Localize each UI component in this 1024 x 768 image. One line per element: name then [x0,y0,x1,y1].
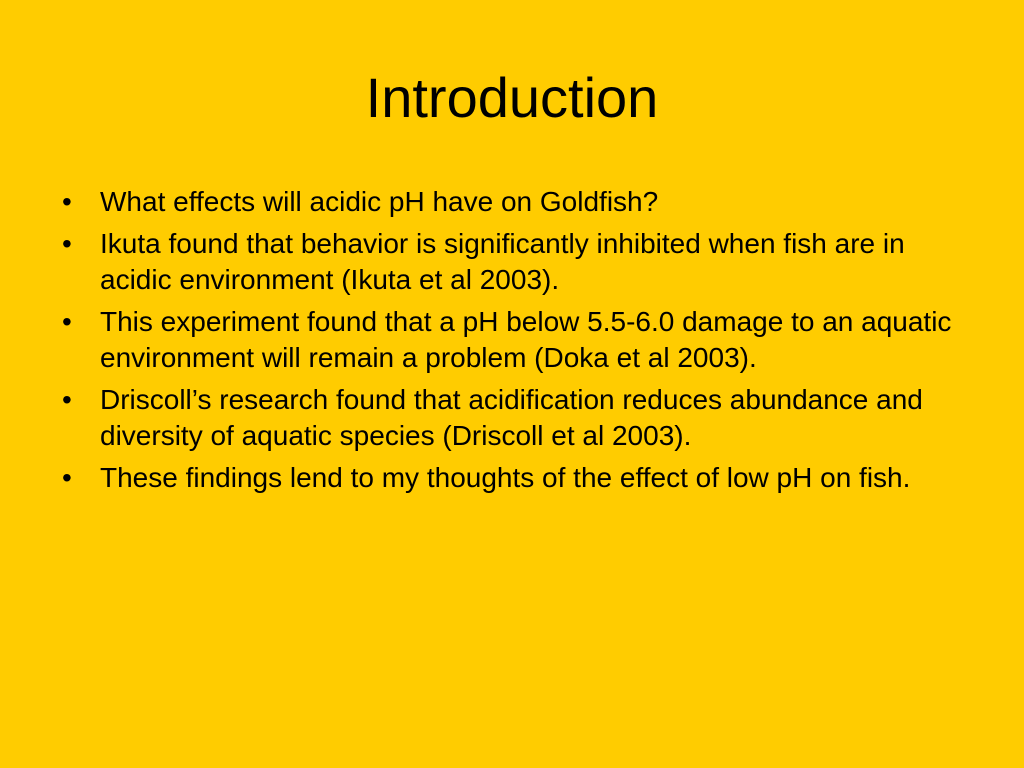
list-item [62,460,982,496]
list-item [62,226,982,298]
bullet-icon: • [62,306,72,337]
bullet-text: Driscoll’s research found that acidification reduces abundance and diversity of aquatic species (Driscoll et al 2003). [100,384,923,451]
bullet-icon: • [62,384,72,415]
bullet-icon: • [62,228,72,259]
bullet-list [62,184,982,502]
bullet-text: These findings lend to my thoughts of the effect of low pH on fish. [100,462,911,493]
list-item [62,184,982,220]
bullet-text: Ikuta found that behavior is significantly inhibited when fish are in acidic environment (Ikuta et al 2003). [100,228,905,295]
bullet-icon: • [62,186,72,217]
bullet-icon: • [62,462,72,493]
list-item [62,304,982,376]
bullet-text: This experiment found that a pH below 5.5-6.0 damage to an aquatic environment will remain a problem (Doka et al 2003). [100,306,952,373]
slide-title: Introduction [365,66,659,129]
bullet-text: What effects will acidic pH have on Goldfish? [100,186,659,217]
list-item [62,382,982,454]
